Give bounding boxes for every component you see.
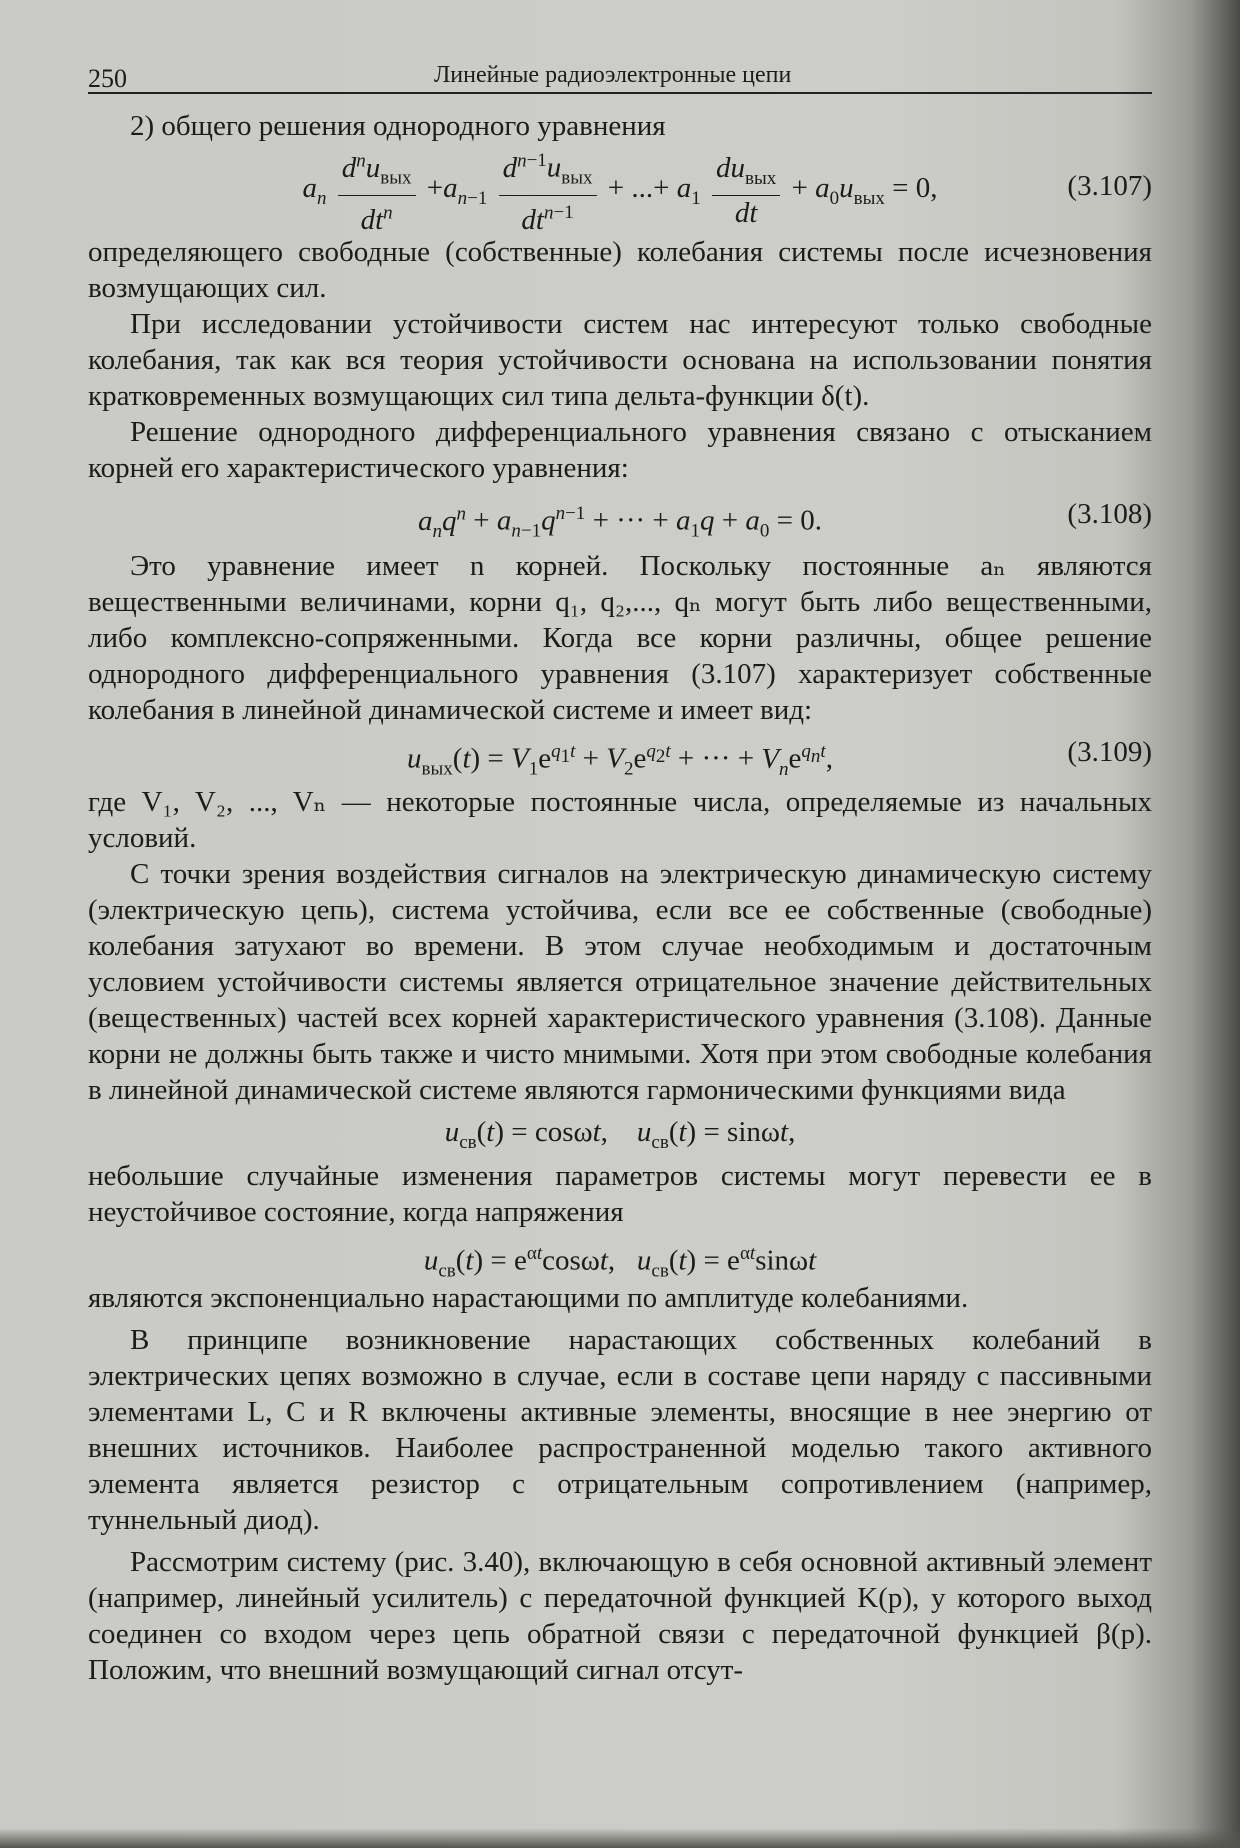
paragraph: Рассмотрим систему (рис. 3.40), включающую в себя основной активный элемент (например, линейный усилитель) с передаточной функцией K(p), у которого выход соединен со входом через цепь обратной связи с передаточной функцией β(p). Положим, что внешний возмущающий сигнал отсут- (88, 1546, 1152, 1686)
equation-3-109 (88, 734, 1152, 778)
equation-formula: $a_n$ $\frac{d^nu_{вых}}{dt^n}$ $+a_{n-1}$ $\frac{d^{n-1}u_{вых}}{dt^{n-1}}$ + ...+ $a_1$ $\frac{du_{вых}}{dt}$ + $a_0u_{вых} = 0$, (88, 144, 1152, 237)
equation-3-108 (88, 496, 1152, 540)
paragraph: С точки зрения воздействия сигналов на электрическую динамическую систему (электрическую цепь), система устойчива, если все ее собственные (свободные) колебания затухают во времени. В этом случае необходимым и достаточным условием устойчивости системы является отрицательное значение действительных (вещественных) частей всех корней характеристического уравнения (3.108). Данные корни не должны быть также и чисто мнимыми. Хотя при этом свободные колебания в линейной динамической системе являются гармоническими функциями вида (88, 858, 1152, 1106)
paragraph: являются экспоненциально нарастающими по амплитуде колебаниями. (88, 1282, 969, 1314)
equation-number: (3.109) (1067, 736, 1152, 768)
equation-formula: $u_{вых}(t) = V_1e^{q_1t} + V_2e^{q_2t}$ + ··· + $V_ne^{q_nt}$, (407, 741, 833, 780)
paragraph: При исследовании устойчивости систем нас интересуют только свободные колебания, так как вся теория устойчивости основана на использовании понятия кратковременных возмущающих сил типа дельта-функции δ(t). (88, 308, 1152, 412)
page-number: 250 (88, 64, 127, 93)
paragraph: где V₁, V₂, ..., Vₙ — некоторые постоянные числа, определяемые из начальных условий. (88, 786, 1152, 854)
equation-formula: $u_{св}(t) = \cos\omega t$, $u_{св}(t) = \sin\omega t$, (444, 1116, 796, 1153)
equation-formula: $a_nq^n + a_{n-1}q^{n-1}$ + ··· + $a_1q + a_0 = 0$. (418, 503, 822, 542)
equation-number: (3.108) (1067, 498, 1152, 530)
running-title: Линейные радиоэлектронные цепи (434, 62, 792, 88)
paragraph: небольшие случайные изменения параметров системы могут перевести ее в неустойчивое состояние, когда напряжения (88, 1160, 1152, 1228)
running-head (88, 58, 1152, 94)
page-content (88, 58, 1152, 1688)
equation-formula: $u_{св}(t) = e^{\alpha t}\cos\omega t$, $u_{св}(t) = e^{\alpha t}\sin\omega t$ (423, 1243, 817, 1282)
paragraph: определяющего свободные (собственные) колебания системы после исчезновения возмущающих сил. (88, 236, 1152, 304)
equation-growing (88, 1236, 1152, 1280)
paragraph: 2) общего решения однородного уравнения (130, 110, 666, 142)
paragraph: В принципе возникновение нарастающих собственных колебаний в электрических цепях возможно в случае, если в составе цепи наряду с пассивными элементами L, C и R включены активные элементы, вносящие в нее энергию от внешних источников. Наиболее распространенной моделью такого активного элемента является резистор с отрицательным сопротивлением (например, туннельный диод). (88, 1324, 1152, 1536)
equation-number: (3.107) (1067, 170, 1152, 202)
paragraph: Решение однородного дифференциального уравнения связано с отысканием корней его характеристического уравнения: (88, 416, 1152, 484)
paragraph: Это уравнение имеет n корней. Поскольку постоянные aₙ являются вещественными величинами, корни q₁, q₂,..., qₙ могут быть либо вещественными, либо комплексно-сопряженными. Когда все корни различны, общее решение однородного дифференциального уравнения (3.107) характеризует собственные колебания в линейной динамической системе и имеет вид: (88, 550, 1152, 726)
equation-harmonic (88, 1114, 1152, 1158)
equation-3-107 (88, 144, 1152, 237)
scan-bottom-shadow (0, 1828, 1240, 1848)
